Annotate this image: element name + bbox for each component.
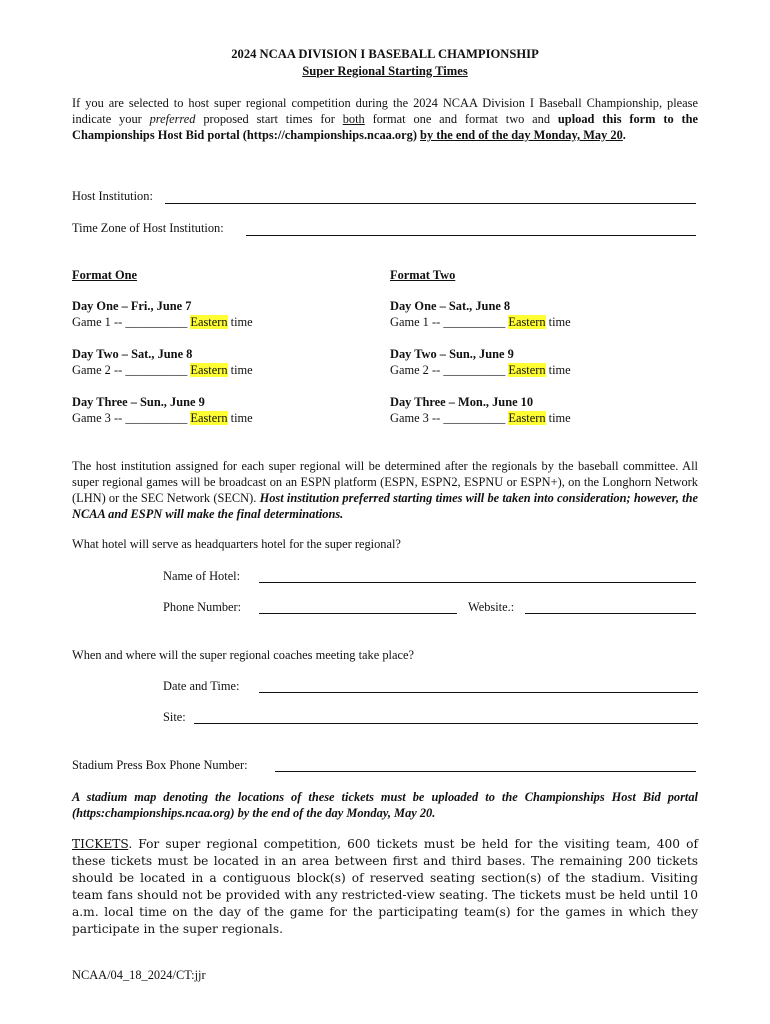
format-one-game-3[interactable] [72,411,253,426]
host-institution-field[interactable] [165,203,696,204]
hotel-website-field[interactable] [525,613,696,614]
time-suffix: time [545,363,571,377]
time-suffix: time [227,315,253,329]
meeting-question: When and where will the super regional coaches meeting take place? [72,648,414,662]
broadcast-paragraph [72,458,698,522]
press-box-label: Stadium Press Box Phone Number: [72,758,248,772]
meeting-site-label: Site: [163,710,186,724]
format-two-game-3[interactable] [390,411,571,426]
format-two-day-two: Day Two – Sun., June 9 [390,347,514,361]
intro-text-3: format one and format two and [364,112,558,126]
format-two-game-1[interactable] [390,315,571,330]
format-one-heading: Format One [72,268,138,282]
footer-code: NCAA/04_18_2024/CT:jjr [72,968,206,982]
hotel-name-field[interactable] [259,582,696,583]
format-one-day-three: Day Three – Sun., June 9 [72,395,205,409]
game-blank: Game 1 -- __________ [72,315,188,329]
page-title: 2024 NCAA DIVISION I BASEBALL CHAMPIONSHIP [231,47,539,61]
hotel-website-label: Website.: [468,600,515,614]
format-one-day-two: Day Two – Sat., June 8 [72,347,193,361]
intro-both: both [342,112,365,126]
intro-paragraph [72,95,698,143]
tickets-text: . For super regional competition, 600 tickets must be held for the visiting team, 400 of these tickets must be located in an area between first and third bases. The remaining 200 tickets should be located in a contiguous block(s) of reserved seating section(s) of the stadium. Visiting team fans should not be provided with any restricted-view seating. The tickets must be held until 10 a.m. local time on the day of the game for the participating team(s) for the games in which they participate in the super regionals. [72,837,698,936]
game-blank: Game 3 -- __________ [390,411,506,425]
intro-deadline: by the end of the day Monday, May 20 [420,128,623,142]
time-zone-highlight: Eastern [508,411,546,425]
time-zone-highlight: Eastern [508,315,546,329]
press-box-field[interactable] [275,771,696,772]
intro-text-1: If you are selected to host super regional competition during the 2024 NCAA Division I Baseball Championship, please indicate your [72,96,698,126]
time-suffix: time [227,411,253,425]
meeting-date-time-label: Date and Time: [163,679,240,693]
host-institution-label: Host Institution: [72,189,153,203]
game-blank: Game 2 -- __________ [390,363,506,377]
tickets-paragraph [72,836,698,938]
format-two-heading: Format Two [390,268,456,282]
time-zone-highlight: Eastern [190,315,228,329]
hotel-question: What hotel will serve as headquarters hotel for the super regional? [72,537,401,551]
broadcast-emphasis: Host institution preferred starting times will be taken into consideration; however, the NCAA and ESPN will make the final determinations. [72,491,698,521]
hotel-name-label: Name of Hotel: [163,569,241,583]
intro-preferred: preferred [149,112,196,126]
stadium-map-notice: A stadium map denoting the locations of these tickets must be uploaded to the Championships Host Bid portal (https:championships.ncaa.org) by the end of the day Monday, May 20. [72,790,698,820]
game-blank: Game 2 -- __________ [72,363,188,377]
time-suffix: time [227,363,253,377]
intro-upload-instruction: upload this form to the Championships Host Bid portal (https://championships.ncaa.org) [72,112,699,142]
format-one-game-1[interactable] [72,315,253,330]
time-suffix: time [545,315,571,329]
format-two-game-2[interactable] [390,363,571,378]
tickets-label: TICKETS [72,837,129,851]
time-suffix: time [545,411,571,425]
time-zone-highlight: Eastern [190,411,228,425]
hotel-phone-label: Phone Number: [163,600,242,614]
format-one-day-one: Day One – Fri., June 7 [72,299,192,313]
game-blank: Game 3 -- __________ [72,411,188,425]
game-blank: Game 1 -- __________ [390,315,506,329]
time-zone-highlight: Eastern [508,363,546,377]
time-zone-label: Time Zone of Host Institution: [72,221,224,235]
format-two-day-three: Day Three – Mon., June 10 [390,395,534,409]
time-zone-field[interactable] [246,235,696,236]
time-zone-highlight: Eastern [190,363,228,377]
meeting-date-time-field[interactable] [259,692,698,693]
intro-end: . [622,128,626,142]
hotel-phone-field[interactable] [259,613,457,614]
broadcast-text: The host institution assigned for each super regional will be determined after the regionals by the baseball committee. All super regional games will be broadcast on an ESPN platform (ESPN, ESPN2, ESPNU or ESPN+), on the Longhorn Network (LHN) or the SEC Network (SECN). [72,459,698,505]
format-two-day-one: Day One – Sat., June 8 [390,299,511,313]
format-one-game-2[interactable] [72,363,253,378]
meeting-site-field[interactable] [194,723,698,724]
page-subtitle: Super Regional Starting Times [302,64,468,78]
intro-text-2: proposed start times for [195,112,343,126]
